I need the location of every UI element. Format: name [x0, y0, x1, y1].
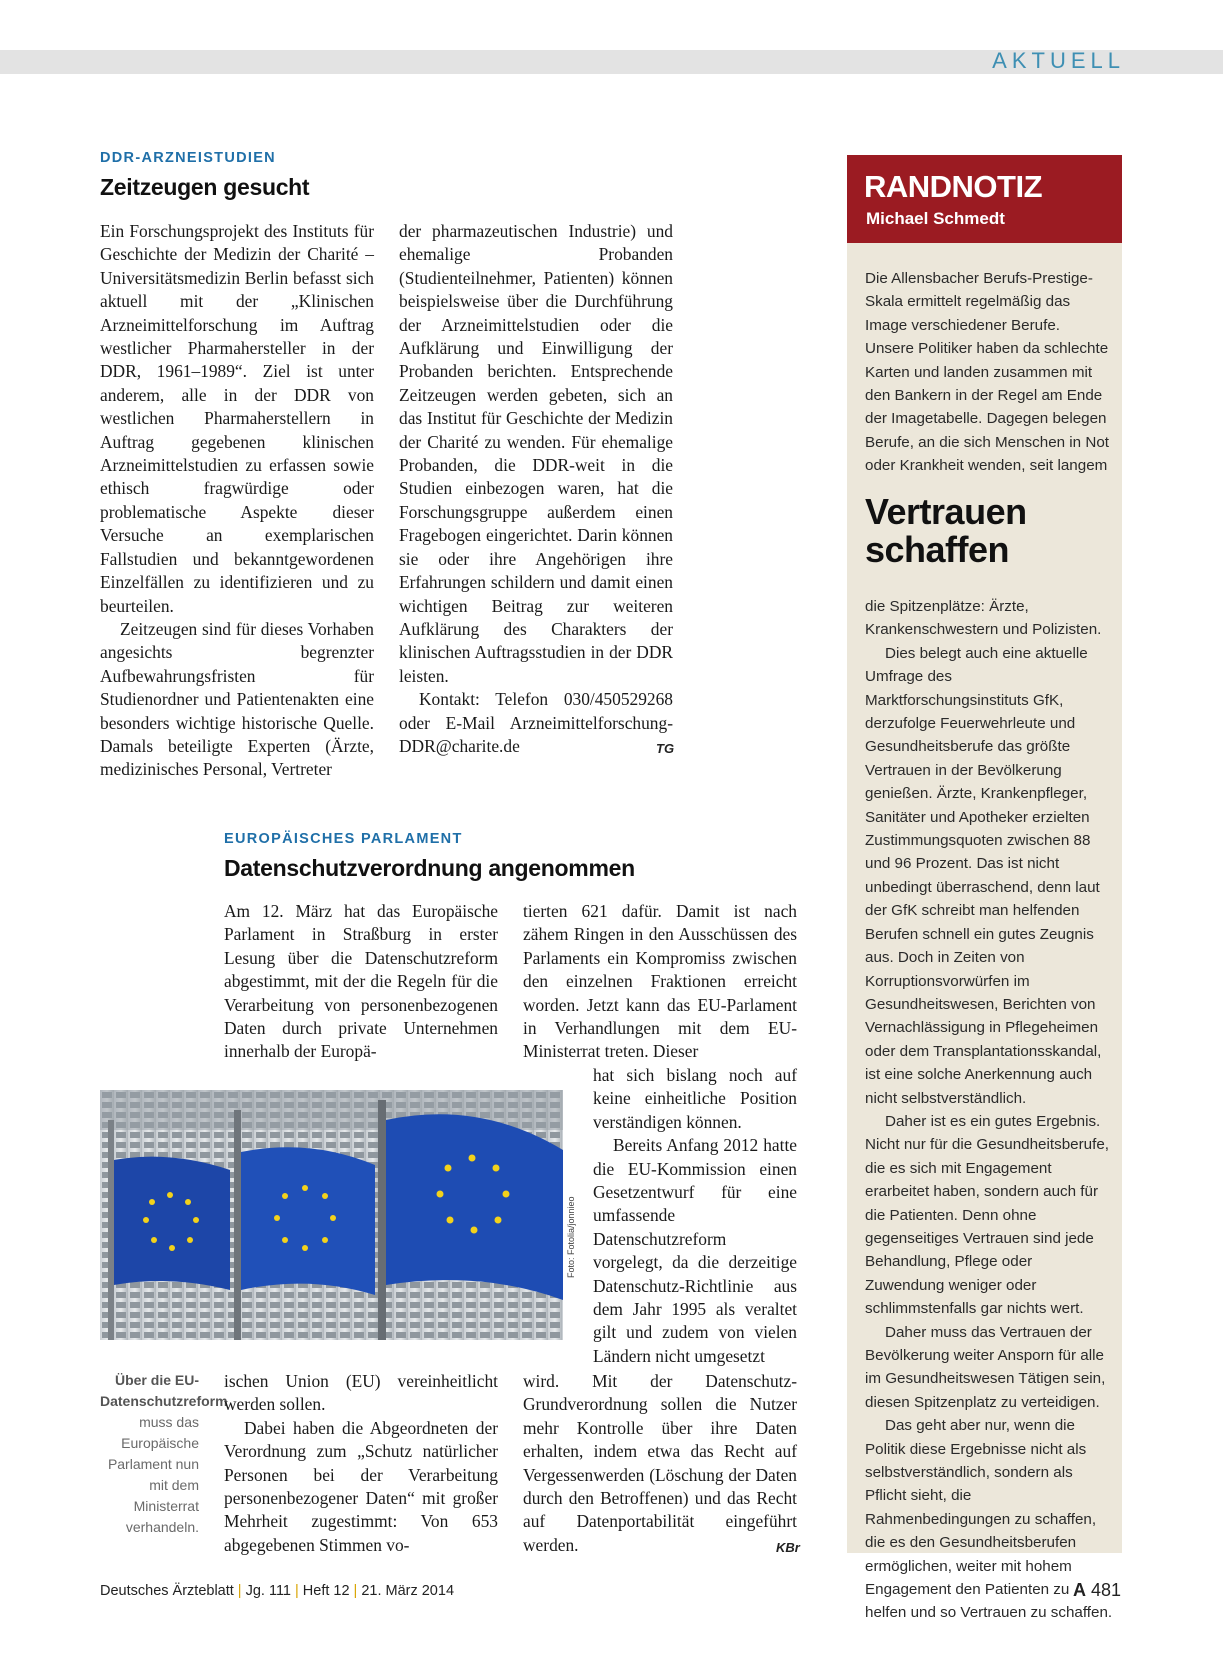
page-number	[1073, 1580, 1121, 1601]
article2-paragraph: tierten 621 dafür. Damit ist nach zähem Ringen in den Ausschüssen des Parlaments ein Kompromiss zwischen den einzelnen Fraktionen erreicht worden. Jetzt kann das EU-Parlament in Verhandlungen mit dem EU-Ministerrat treten. Dieser	[523, 901, 797, 1062]
photo-credit: Foto: Fotolia/jonnieo	[566, 1196, 576, 1278]
article2-signature: KBr	[776, 1540, 800, 1555]
article2-column-1-bottom	[224, 1370, 498, 1557]
page-prefix: A	[1072, 1580, 1086, 1600]
article2-paragraph: Dabei haben die Abgeordneten der Verordnung zum „Schutz natürlicher Personen bei der Verarbeitung personenbezogener Daten“ mit großer Mehrheit zugestimmt: Von 653 abgegebenen Stimmen vo-	[224, 1417, 498, 1555]
footer-citation	[100, 1583, 454, 1599]
footer-separator: |	[237, 1583, 242, 1599]
randnotiz-paragraph: Dies belegt auch eine aktuelle Umfrage des Marktforschungsinstituts GfK, derzufolge Feuerwehrleute und Gesundheitsberufe das größte Vertrauen in der Bevölkerung genießen. Ärzte, Krankenpfleger, Sanitäter und Apotheker erzielten Zustimmungsquoten zwischen 88 und 96 Prozent. Das ist nicht unbedingt überraschend, denn laut der GfK schreibt man helfenden Berufen schnell ein gutes Zeugnis aus. Doch in Zeiten von Korruptionsvorwürfen im Gesundheitswesen, Berichten von Vernachlässigung in Pflegeheimen oder dem Transplantationsskandal, ist eine solche Anerkennung auch nicht selbstverständlich.	[865, 644, 1102, 1107]
article2-column-2-narrow	[593, 1064, 797, 1368]
article2-headline: Datenschutzverordnung angenommen	[224, 855, 635, 881]
article1-contact: Kontakt: Telefon 030/450529268 oder E-Mail Arzneimittelforschung-DDR@charite.de	[399, 689, 673, 756]
section-label: AKTUELL	[992, 48, 1125, 73]
article1-column-2	[399, 220, 673, 758]
article1-paragraph: Zeitzeugen sind für dieses Vorhaben angesichts begrenzter Aufbewahrungsfristen für Studienordner und Patientenakten eine besonders wichtige historische Quelle. Damals beteiligte Experten (Ärzte, medizinisches Personal, Vertreter	[100, 618, 374, 780]
footer-volume: Jg. 111	[245, 1583, 291, 1599]
randnotiz-paragraph: Die Allensbacher Berufs-Prestige-Skala ermittelt regelmäßig das Image verschiedener Berufe. Unsere Politiker haben da schlechte Karten und landen zusammen mit den Bankern in der Regel am Ende der Imagetabelle. Dagegen belegen Berufe, an die sich Menschen in Not oder Krankheit wenden, seit langem	[865, 270, 1109, 475]
article1-signature: TG	[656, 741, 675, 756]
eu-flags-image	[100, 1090, 563, 1340]
footer-journal: Deutsches Ärzteblatt	[100, 1583, 234, 1599]
article1-paragraph: der pharmazeutischen Industrie) und ehemalige Probanden (Studienteilnehmer, Patienten) können beispielsweise über die Durchführung der Arzneimittelstudien oder die Aufklärung und Einwilligung der Probanden berichten. Entsprechende Zeitzeugen werden gebeten, sich an das Institut für Geschichte der Medizin der Charité zu wenden. Für ehemalige Probanden, die DDR-weit in die Studien einbezogen waren, hat die Forschungsgruppe außerdem einen Fragebogen eingerichtet. Darin können sie oder ihre Angehörigen ihre Erfahrungen schildern und damit einen wichtigen Beitrag zur weiteren Aufklärung des Charakters der klinischen Auftragsstudien in der DDR leisten.	[399, 221, 673, 686]
article2-column-1-top	[224, 900, 498, 1064]
caption-bold: Über die EU-Datenschutzreform	[100, 1372, 228, 1409]
page-number-value: 481	[1090, 1580, 1121, 1600]
article2-paragraph: Am 12. März hat das Europäische Parlament in Straßburg in erster Lesung über die Datenschutzreform abgestimmt, mit der die Regeln für die Verarbeitung von personenbezogenen Daten durch private Unternehmen innerhalb der Europä-	[224, 901, 498, 1062]
randnotiz-intro	[865, 267, 1113, 478]
article2-paragraph: ischen Union (EU) vereinheitlicht werden sollen.	[224, 1371, 498, 1415]
randnotiz-body	[865, 595, 1113, 1625]
randnotiz-paragraph: Daher muss das Vertrauen der Bevölkerung weiter Ansporn für alle im Gesundheitswesen Tätigen sein, diesen Spitzenplatz zu verteidigen.	[865, 1323, 1106, 1411]
photo-caption	[100, 1370, 228, 1538]
article2-paragraph: wird. Mit der Datenschutz-Grundverordnung sollen die Nutzer mehr Kontrolle über ihre Daten erhalten, indem etwa das Recht auf Vergessenwerden (Löschung der Daten durch den Betroffenen) und das Recht auf Datenportabilität eingeführt werden.	[523, 1371, 797, 1555]
eu-flags-photo	[100, 1090, 563, 1340]
randnotiz-paragraph: Das geht aber nur, wenn die Politik diese Ergebnisse nicht als selbstverständlich, sondern als Pflicht sieht, die Rahmenbedingungen zu schaffen, die es den Gesundheitsberufen ermöglichen, weiter mit hohem Engagement den Patienten zu helfen und so Vertrauen zu schaffen.	[865, 1417, 1113, 1622]
article1-paragraph: Ein Forschungsprojekt des Instituts für Geschichte der Medizin der Charité – Universitätsmedizin Berlin befasst sich aktuell mit der „Klinischen Arzneimittelforschung im Auftrag westlicher Pharmahersteller in der DDR, 1961–1989“. Ziel ist unter anderem, alle in der DDR von westlichen Pharmaherstellern in Auftrag gegebenen klinischen Arzneimittelstudien zu erfassen sowie ethisch fragwürdige oder problematische Aspekte dieser Versuche an exemplarischen Fallstudien und bekanntgewordenen Einzelfällen zu identifizieren und zu beurteilen.	[100, 221, 374, 616]
article2-column-2-bottom	[523, 1370, 797, 1557]
article1-column-1	[100, 220, 374, 782]
randnotiz-headline: Vertrauen schaffen	[865, 491, 1027, 570]
footer-separator: |	[295, 1583, 299, 1599]
article1-headline: Zeitzeugen gesucht	[100, 174, 310, 200]
footer-date: 21. März 2014	[361, 1583, 455, 1599]
randnotiz-author: Michael Schmedt	[866, 209, 1005, 228]
article2-kicker: EUROPÄISCHES PARLAMENT	[224, 831, 463, 847]
footer-separator: |	[353, 1583, 358, 1599]
randnotiz-label: RANDNOTIZ	[864, 169, 1043, 204]
randnotiz-paragraph: Daher ist es ein gutes Ergebnis. Nicht nur für die Gesundheitsberufe, die es sich mit Engagement erarbeitet haben, sondern auch für die Patienten. Denn ohne gegenseitiges Vertrauen sind jede Behandlung, Pflege oder Zuwendung weniger oder schlimmstenfalls gar nichts wert.	[865, 1112, 1109, 1318]
randnotiz-paragraph: die Spitzenplätze: Ärzte, Krankenschwestern und Polizisten.	[865, 598, 1102, 639]
article2-paragraph: Bereits Anfang 2012 hatte die EU-Kommission einen Gesetzentwurf für eine umfassende Datenschutzreform vorgelegt, da die derzeitige Datenschutz-Richtlinie aus dem Jahr 1995 als veraltet gilt und zudem von vielen Ländern nicht umgesetzt	[593, 1135, 797, 1366]
randnotiz-header	[847, 155, 1122, 243]
caption-text: muss das Europäische Parlament nun mit dem Ministerrat verhandeln.	[107, 1414, 199, 1535]
article1-kicker: DDR-ARZNEISTUDIEN	[100, 150, 276, 166]
article2-paragraph: hat sich bislang noch auf keine einheitliche Position verständigen können.	[593, 1065, 797, 1132]
article2-column-2-top	[523, 900, 797, 1064]
footer-issue: Heft 12	[302, 1583, 350, 1599]
